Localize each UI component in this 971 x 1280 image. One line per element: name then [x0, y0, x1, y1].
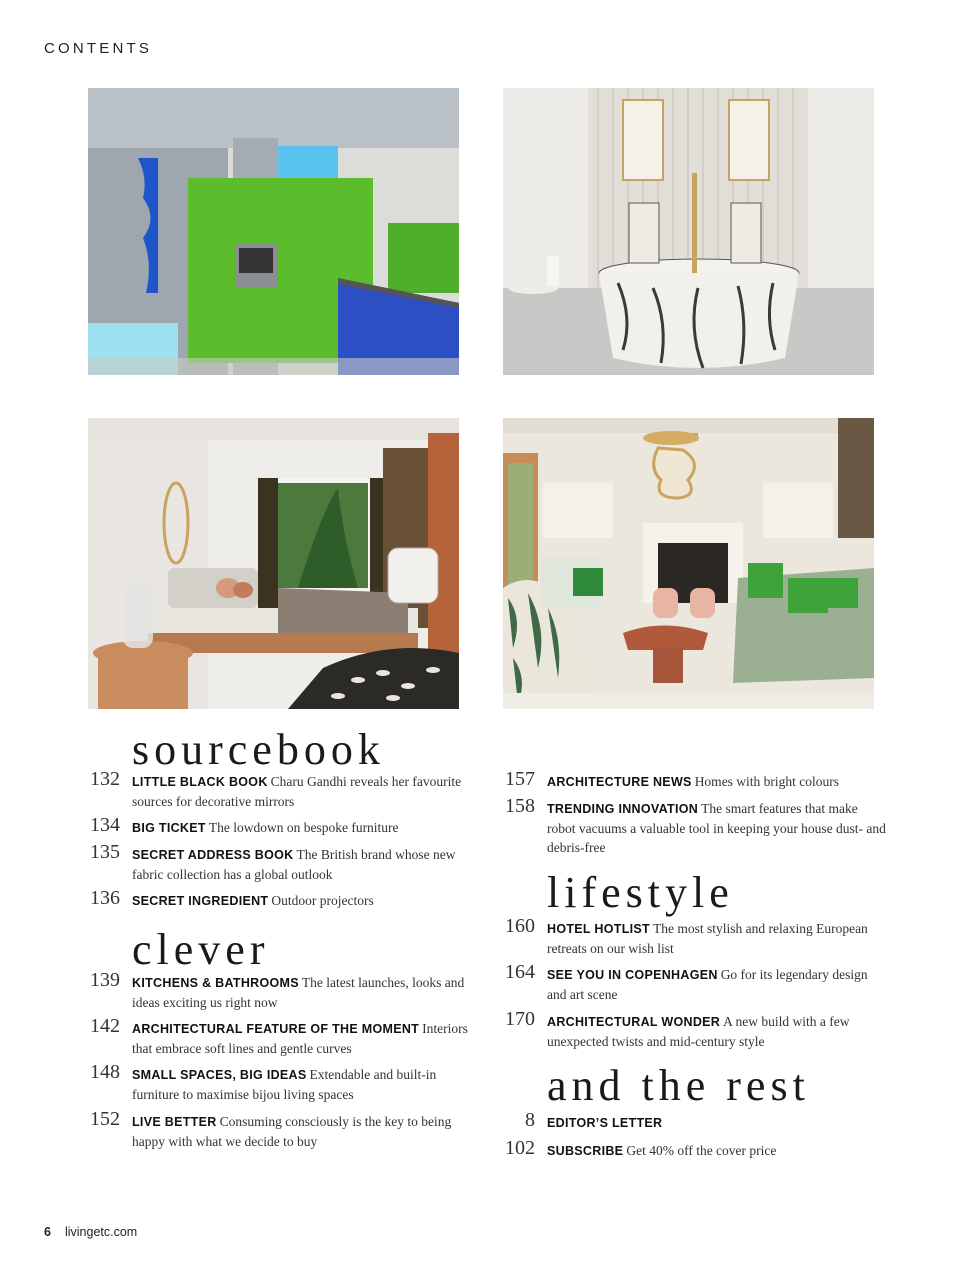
section-heading-lifestyle: lifestyle: [547, 868, 734, 917]
page-number: 134: [90, 814, 120, 836]
entry-description: Charu Gandhi reveals her favourite sources for decorative mirrors: [132, 774, 462, 809]
entry-kicker: KITCHENS & BATHROOMS: [132, 976, 299, 990]
living-room-photo-icon: [503, 418, 874, 709]
entry-kicker: LIVE BETTER: [132, 1115, 217, 1129]
entry-description: Homes with bright colours: [694, 774, 840, 789]
page-number: 152: [90, 1108, 120, 1130]
entry-description: Outdoor projectors: [271, 893, 374, 908]
entry-kicker: BIG TICKET: [132, 821, 206, 835]
folio-page-number: 6: [44, 1225, 51, 1239]
list-item[interactable]: [90, 1061, 472, 1104]
list-item[interactable]: [90, 887, 472, 911]
entry-description: A new build with a few unexpected twists and mid-century style: [547, 1014, 850, 1049]
entry-description: Consuming consciously is the key to being happy with what we decide to buy: [132, 1114, 452, 1149]
page-number: 142: [90, 1015, 120, 1037]
page-number: 157: [505, 768, 535, 790]
entry-kicker: SUBSCRIBE: [547, 1144, 624, 1158]
entry-kicker: EDITOR’S LETTER: [547, 1116, 663, 1130]
list-item[interactable]: [90, 768, 472, 811]
page-number: 136: [90, 887, 120, 909]
entry-kicker: ARCHITECTURE NEWS: [547, 775, 692, 789]
entry-description: Go for its legendary design and art scene: [547, 967, 868, 1002]
entry-description: The British brand whose new fabric collection has a global outlook: [132, 847, 456, 882]
entry-kicker: HOTEL HOTLIST: [547, 922, 650, 936]
entry-kicker: TRENDING INNOVATION: [547, 802, 699, 816]
page-number: 8: [525, 1109, 535, 1131]
entry-kicker: SEE YOU IN COPENHAGEN: [547, 968, 718, 982]
entry-description: Get 40% off the cover price: [626, 1143, 777, 1158]
page-number: 132: [90, 768, 120, 790]
list-item[interactable]: [90, 841, 472, 884]
page-number: 158: [505, 795, 535, 817]
list-item[interactable]: [525, 1109, 887, 1133]
list-item[interactable]: [90, 1108, 472, 1151]
entry-description: The lowdown on bespoke furniture: [208, 820, 399, 835]
bathroom-photo-icon: [503, 88, 874, 375]
page-title: CONTENTS: [44, 40, 153, 57]
list-item[interactable]: [505, 1008, 887, 1051]
page-number: 160: [505, 915, 535, 937]
list-item[interactable]: [505, 961, 887, 1004]
website-link[interactable]: livingetc.com: [64, 1225, 138, 1239]
section-heading-sourcebook: sourcebook: [132, 725, 385, 774]
list-item[interactable]: [505, 768, 887, 792]
entry-description: The smart features that make robot vacuums a valuable tool in keeping your house dust- and debris-free: [547, 801, 886, 855]
entry-description: Extendable and built-in furniture to maximise bijou living spaces: [132, 1067, 437, 1102]
page-number: 102: [505, 1137, 535, 1159]
entry-kicker: ARCHITECTURAL WONDER: [547, 1015, 721, 1029]
list-item[interactable]: [90, 1015, 472, 1058]
page-number: 170: [505, 1008, 535, 1030]
kitchen-photo-icon: [88, 88, 459, 375]
entry-description: The most stylish and relaxing European retreats on our wish list: [547, 921, 868, 956]
page-number: 139: [90, 969, 120, 991]
entry-kicker: SECRET ADDRESS BOOK: [132, 848, 294, 862]
list-item[interactable]: [505, 915, 887, 958]
entry-description: Interiors that embrace soft lines and gentle curves: [132, 1021, 468, 1056]
list-item[interactable]: [505, 1137, 887, 1161]
page-number: 135: [90, 841, 120, 863]
section-heading-clever: clever: [132, 925, 270, 974]
entry-kicker: LITTLE BLACK BOOK: [132, 775, 268, 789]
list-item[interactable]: [90, 969, 472, 1012]
section-heading-and-the-rest: and the rest: [547, 1061, 810, 1110]
page-footer: [44, 1225, 137, 1239]
entry-kicker: ARCHITECTURAL FEATURE OF THE MOMENT: [132, 1022, 420, 1036]
entry-description: The latest launches, looks and ideas exciting us right now: [132, 975, 465, 1010]
entry-kicker: SMALL SPACES, BIG IDEAS: [132, 1068, 307, 1082]
page-number: 164: [505, 961, 535, 983]
bedroom-photo-icon: [88, 418, 459, 709]
page-number: 148: [90, 1061, 120, 1083]
entry-kicker: SECRET INGREDIENT: [132, 894, 269, 908]
list-item[interactable]: [505, 795, 887, 857]
list-item[interactable]: [90, 814, 472, 838]
